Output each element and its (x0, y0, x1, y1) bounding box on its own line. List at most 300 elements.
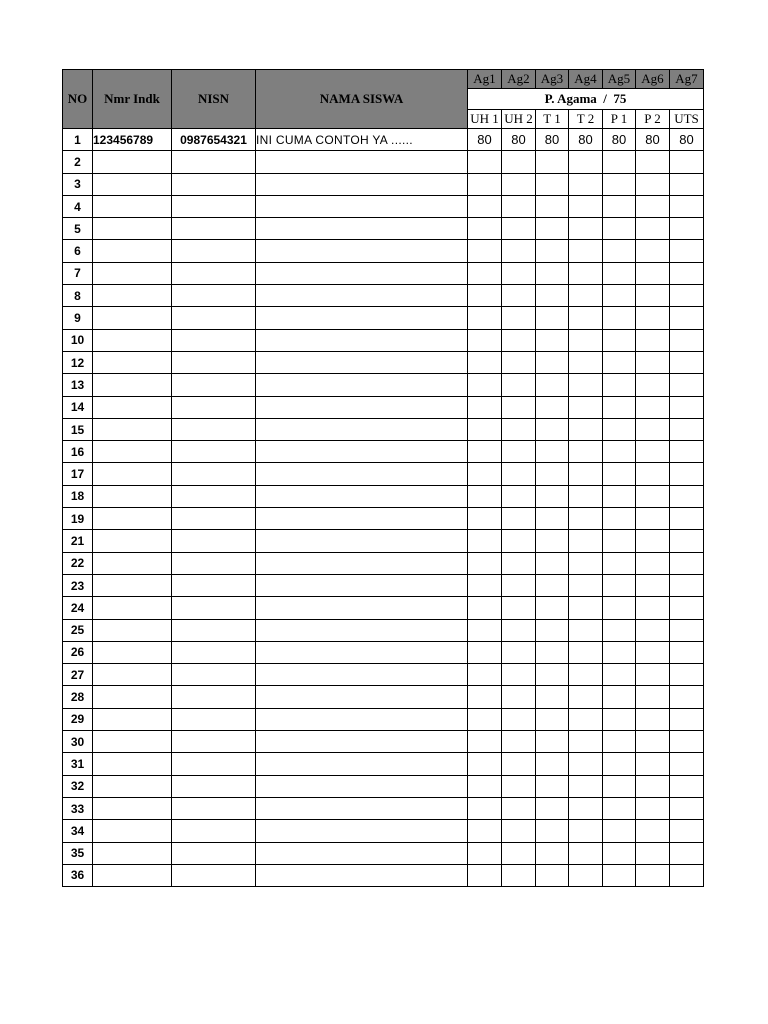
nmr-indk-cell[interactable] (93, 597, 172, 619)
row-number-cell[interactable]: 9 (63, 307, 93, 329)
nisn-cell[interactable] (172, 418, 256, 440)
score-cell[interactable] (636, 820, 670, 842)
score-cell[interactable] (468, 574, 502, 596)
student-name-cell[interactable] (256, 508, 468, 530)
score-cell[interactable] (502, 351, 536, 373)
nmr-indk-cell[interactable] (93, 374, 172, 396)
student-name-cell[interactable] (256, 842, 468, 864)
score-cell[interactable] (468, 329, 502, 351)
score-cell[interactable] (569, 351, 603, 373)
score-cell[interactable] (670, 485, 704, 507)
score-cell[interactable] (670, 797, 704, 819)
score-cell[interactable] (636, 262, 670, 284)
student-name-cell[interactable] (256, 351, 468, 373)
score-cell[interactable]: 80 (536, 129, 569, 151)
row-number-cell[interactable]: 8 (63, 285, 93, 307)
score-cell[interactable] (636, 418, 670, 440)
score-cell[interactable] (670, 329, 704, 351)
score-cell[interactable] (468, 753, 502, 775)
student-name-cell[interactable] (256, 641, 468, 663)
score-cell[interactable] (468, 864, 502, 886)
score-cell[interactable] (536, 218, 569, 240)
score-cell[interactable] (502, 195, 536, 217)
score-cell[interactable] (502, 797, 536, 819)
score-cell[interactable] (636, 864, 670, 886)
nisn-cell[interactable] (172, 485, 256, 507)
student-name-cell[interactable] (256, 240, 468, 262)
student-name-cell[interactable] (256, 731, 468, 753)
row-number-cell[interactable]: 12 (63, 351, 93, 373)
score-cell[interactable] (468, 664, 502, 686)
nmr-indk-cell[interactable] (93, 530, 172, 552)
score-cell[interactable] (502, 641, 536, 663)
score-cell[interactable] (468, 597, 502, 619)
score-cell[interactable] (636, 753, 670, 775)
score-cell[interactable] (468, 351, 502, 373)
score-cell[interactable] (670, 864, 704, 886)
nmr-indk-cell[interactable] (93, 418, 172, 440)
score-cell[interactable] (468, 797, 502, 819)
score-cell[interactable] (603, 329, 636, 351)
student-name-cell[interactable] (256, 619, 468, 641)
score-cell[interactable] (536, 530, 569, 552)
score-cell[interactable] (603, 797, 636, 819)
score-cell[interactable] (468, 731, 502, 753)
nmr-indk-cell[interactable] (93, 508, 172, 530)
nmr-indk-cell[interactable] (93, 619, 172, 641)
nisn-cell[interactable] (172, 285, 256, 307)
score-cell[interactable] (670, 195, 704, 217)
score-cell[interactable] (502, 151, 536, 173)
row-number-cell[interactable]: 34 (63, 820, 93, 842)
score-cell[interactable] (636, 641, 670, 663)
score-cell[interactable] (603, 597, 636, 619)
score-cell[interactable] (603, 151, 636, 173)
score-cell[interactable] (536, 864, 569, 886)
score-cell[interactable] (636, 797, 670, 819)
score-cell[interactable] (502, 508, 536, 530)
nisn-cell[interactable] (172, 641, 256, 663)
score-cell[interactable] (569, 686, 603, 708)
score-cell[interactable] (468, 530, 502, 552)
nmr-indk-cell[interactable] (93, 664, 172, 686)
score-cell[interactable] (670, 463, 704, 485)
nisn-cell[interactable] (172, 173, 256, 195)
score-cell[interactable] (670, 285, 704, 307)
nmr-indk-cell[interactable] (93, 262, 172, 284)
nisn-cell[interactable] (172, 842, 256, 864)
nisn-cell[interactable] (172, 530, 256, 552)
score-cell[interactable] (636, 552, 670, 574)
row-number-cell[interactable]: 29 (63, 708, 93, 730)
score-cell[interactable] (603, 842, 636, 864)
nisn-cell[interactable] (172, 374, 256, 396)
score-cell[interactable] (569, 574, 603, 596)
score-cell[interactable] (670, 775, 704, 797)
score-cell[interactable] (603, 664, 636, 686)
score-cell[interactable] (536, 485, 569, 507)
score-cell[interactable] (468, 418, 502, 440)
student-name-cell[interactable] (256, 552, 468, 574)
nmr-indk-cell[interactable] (93, 574, 172, 596)
score-cell[interactable]: 80 (636, 129, 670, 151)
score-cell[interactable] (468, 240, 502, 262)
score-cell[interactable] (502, 374, 536, 396)
nisn-cell[interactable] (172, 820, 256, 842)
score-cell[interactable] (670, 753, 704, 775)
score-cell[interactable] (670, 374, 704, 396)
score-cell[interactable] (670, 351, 704, 373)
score-cell[interactable] (468, 775, 502, 797)
score-cell[interactable] (603, 396, 636, 418)
score-cell[interactable] (636, 664, 670, 686)
score-cell[interactable] (670, 708, 704, 730)
score-cell[interactable] (636, 218, 670, 240)
row-number-cell[interactable]: 5 (63, 218, 93, 240)
nmr-indk-cell[interactable] (93, 552, 172, 574)
nisn-cell[interactable] (172, 597, 256, 619)
nisn-cell[interactable] (172, 686, 256, 708)
row-number-cell[interactable]: 23 (63, 574, 93, 596)
student-name-cell[interactable] (256, 753, 468, 775)
row-number-cell[interactable]: 36 (63, 864, 93, 886)
student-name-cell[interactable] (256, 797, 468, 819)
student-name-cell[interactable] (256, 329, 468, 351)
score-cell[interactable] (603, 708, 636, 730)
student-name-cell[interactable] (256, 708, 468, 730)
score-cell[interactable] (636, 195, 670, 217)
row-number-cell[interactable]: 6 (63, 240, 93, 262)
score-cell[interactable] (468, 441, 502, 463)
score-cell[interactable] (636, 285, 670, 307)
score-cell[interactable] (636, 619, 670, 641)
row-number-cell[interactable]: 25 (63, 619, 93, 641)
nmr-indk-cell[interactable] (93, 485, 172, 507)
score-cell[interactable] (502, 530, 536, 552)
score-cell[interactable] (636, 775, 670, 797)
score-cell[interactable] (569, 262, 603, 284)
score-cell[interactable] (502, 418, 536, 440)
student-name-cell[interactable] (256, 151, 468, 173)
score-cell[interactable] (536, 775, 569, 797)
row-number-cell[interactable]: 35 (63, 842, 93, 864)
score-cell[interactable] (636, 530, 670, 552)
score-cell[interactable] (502, 775, 536, 797)
nmr-indk-cell[interactable] (93, 240, 172, 262)
score-cell[interactable] (569, 173, 603, 195)
score-cell[interactable] (603, 686, 636, 708)
score-cell[interactable] (670, 218, 704, 240)
score-cell[interactable] (502, 842, 536, 864)
score-cell[interactable] (603, 508, 636, 530)
nmr-indk-cell[interactable] (93, 731, 172, 753)
score-cell[interactable] (536, 173, 569, 195)
student-name-cell[interactable] (256, 396, 468, 418)
score-cell[interactable] (636, 329, 670, 351)
score-cell[interactable] (468, 686, 502, 708)
score-cell[interactable] (502, 307, 536, 329)
score-cell[interactable] (468, 552, 502, 574)
nisn-cell[interactable]: 0987654321 (172, 129, 256, 151)
score-cell[interactable] (670, 574, 704, 596)
score-cell[interactable]: 80 (569, 129, 603, 151)
score-cell[interactable] (569, 195, 603, 217)
score-cell[interactable] (468, 463, 502, 485)
row-number-cell[interactable]: 4 (63, 195, 93, 217)
score-cell[interactable] (502, 597, 536, 619)
score-cell[interactable] (502, 753, 536, 775)
score-cell[interactable] (569, 664, 603, 686)
score-cell[interactable] (569, 731, 603, 753)
score-cell[interactable] (569, 530, 603, 552)
score-cell[interactable] (536, 463, 569, 485)
score-cell[interactable] (536, 686, 569, 708)
score-cell[interactable] (569, 708, 603, 730)
score-cell[interactable] (536, 820, 569, 842)
score-cell[interactable] (603, 218, 636, 240)
score-cell[interactable] (468, 307, 502, 329)
score-cell[interactable] (536, 619, 569, 641)
score-cell[interactable] (670, 552, 704, 574)
nisn-cell[interactable] (172, 619, 256, 641)
row-number-cell[interactable]: 3 (63, 173, 93, 195)
score-cell[interactable] (603, 173, 636, 195)
score-cell[interactable] (569, 508, 603, 530)
nisn-cell[interactable] (172, 552, 256, 574)
score-cell[interactable] (636, 396, 670, 418)
score-cell[interactable] (536, 285, 569, 307)
nisn-cell[interactable] (172, 731, 256, 753)
row-number-cell[interactable]: 14 (63, 396, 93, 418)
score-cell[interactable] (670, 842, 704, 864)
score-cell[interactable] (468, 218, 502, 240)
score-cell[interactable] (670, 820, 704, 842)
score-cell[interactable] (636, 441, 670, 463)
score-cell[interactable] (536, 574, 569, 596)
score-cell[interactable] (536, 151, 569, 173)
row-number-cell[interactable]: 31 (63, 753, 93, 775)
student-name-cell[interactable] (256, 775, 468, 797)
nmr-indk-cell[interactable] (93, 864, 172, 886)
score-cell[interactable] (536, 351, 569, 373)
student-name-cell[interactable] (256, 374, 468, 396)
nmr-indk-cell[interactable] (93, 351, 172, 373)
score-cell[interactable] (603, 195, 636, 217)
score-cell[interactable] (636, 151, 670, 173)
nisn-cell[interactable] (172, 218, 256, 240)
score-cell[interactable] (536, 329, 569, 351)
score-cell[interactable] (502, 664, 536, 686)
student-name-cell[interactable] (256, 864, 468, 886)
row-number-cell[interactable]: 21 (63, 530, 93, 552)
score-cell[interactable] (536, 262, 569, 284)
score-cell[interactable] (569, 485, 603, 507)
score-cell[interactable] (536, 797, 569, 819)
score-cell[interactable] (636, 708, 670, 730)
row-number-cell[interactable]: 13 (63, 374, 93, 396)
score-cell[interactable] (569, 396, 603, 418)
nisn-cell[interactable] (172, 574, 256, 596)
score-cell[interactable] (502, 441, 536, 463)
score-cell[interactable] (536, 307, 569, 329)
score-cell[interactable] (670, 686, 704, 708)
score-cell[interactable] (468, 820, 502, 842)
score-cell[interactable] (636, 574, 670, 596)
nisn-cell[interactable] (172, 240, 256, 262)
score-cell[interactable] (636, 173, 670, 195)
score-cell[interactable] (636, 842, 670, 864)
nisn-cell[interactable] (172, 864, 256, 886)
nmr-indk-cell[interactable] (93, 686, 172, 708)
student-name-cell[interactable] (256, 262, 468, 284)
score-cell[interactable] (670, 307, 704, 329)
score-cell[interactable] (502, 552, 536, 574)
score-cell[interactable] (502, 173, 536, 195)
score-cell[interactable] (670, 597, 704, 619)
score-cell[interactable] (536, 842, 569, 864)
row-number-cell[interactable]: 30 (63, 731, 93, 753)
score-cell[interactable] (569, 441, 603, 463)
score-cell[interactable] (603, 240, 636, 262)
score-cell[interactable] (670, 641, 704, 663)
score-cell[interactable] (536, 641, 569, 663)
score-cell[interactable] (569, 775, 603, 797)
score-cell[interactable] (468, 262, 502, 284)
row-number-cell[interactable]: 18 (63, 485, 93, 507)
nmr-indk-cell[interactable] (93, 396, 172, 418)
score-cell[interactable] (603, 775, 636, 797)
score-cell[interactable] (670, 530, 704, 552)
score-cell[interactable] (603, 552, 636, 574)
nmr-indk-cell[interactable] (93, 307, 172, 329)
nmr-indk-cell[interactable] (93, 195, 172, 217)
score-cell[interactable] (636, 485, 670, 507)
score-cell[interactable] (569, 240, 603, 262)
nisn-cell[interactable] (172, 329, 256, 351)
score-cell[interactable] (536, 195, 569, 217)
score-cell[interactable] (636, 240, 670, 262)
score-cell[interactable] (468, 708, 502, 730)
score-cell[interactable] (636, 508, 670, 530)
score-cell[interactable] (502, 485, 536, 507)
score-cell[interactable] (468, 485, 502, 507)
nmr-indk-cell[interactable] (93, 218, 172, 240)
student-name-cell[interactable] (256, 441, 468, 463)
nisn-cell[interactable] (172, 351, 256, 373)
score-cell[interactable] (636, 597, 670, 619)
student-name-cell[interactable] (256, 485, 468, 507)
student-name-cell[interactable] (256, 173, 468, 195)
score-cell[interactable] (569, 463, 603, 485)
nmr-indk-cell[interactable] (93, 173, 172, 195)
score-cell[interactable] (636, 731, 670, 753)
score-cell[interactable]: 80 (603, 129, 636, 151)
nmr-indk-cell[interactable] (93, 797, 172, 819)
score-cell[interactable] (603, 530, 636, 552)
score-cell[interactable] (670, 151, 704, 173)
student-name-cell[interactable] (256, 307, 468, 329)
nisn-cell[interactable] (172, 307, 256, 329)
score-cell[interactable] (569, 151, 603, 173)
student-name-cell[interactable] (256, 686, 468, 708)
score-cell[interactable] (468, 151, 502, 173)
score-cell[interactable] (468, 173, 502, 195)
score-cell[interactable] (502, 574, 536, 596)
nmr-indk-cell[interactable] (93, 441, 172, 463)
score-cell[interactable] (502, 820, 536, 842)
score-cell[interactable] (569, 307, 603, 329)
nmr-indk-cell[interactable] (93, 151, 172, 173)
score-cell[interactable] (502, 396, 536, 418)
nmr-indk-cell[interactable]: 123456789 (93, 129, 172, 151)
score-cell[interactable] (569, 218, 603, 240)
score-cell[interactable] (569, 842, 603, 864)
student-name-cell[interactable] (256, 820, 468, 842)
score-cell[interactable] (468, 842, 502, 864)
score-cell[interactable] (670, 664, 704, 686)
score-cell[interactable] (636, 374, 670, 396)
student-name-cell[interactable] (256, 574, 468, 596)
nisn-cell[interactable] (172, 262, 256, 284)
score-cell[interactable] (536, 597, 569, 619)
nisn-cell[interactable] (172, 753, 256, 775)
score-cell[interactable] (603, 418, 636, 440)
score-cell[interactable] (569, 753, 603, 775)
row-number-cell[interactable]: 32 (63, 775, 93, 797)
score-cell[interactable] (502, 864, 536, 886)
score-cell[interactable] (569, 797, 603, 819)
score-cell[interactable] (468, 374, 502, 396)
score-cell[interactable] (603, 731, 636, 753)
score-cell[interactable] (536, 552, 569, 574)
nmr-indk-cell[interactable] (93, 329, 172, 351)
row-number-cell[interactable]: 26 (63, 641, 93, 663)
nmr-indk-cell[interactable] (93, 463, 172, 485)
score-cell[interactable] (636, 351, 670, 373)
student-name-cell[interactable] (256, 218, 468, 240)
student-name-cell[interactable] (256, 530, 468, 552)
student-name-cell[interactable]: INI CUMA CONTOH YA ...... (256, 129, 468, 151)
score-cell[interactable] (502, 329, 536, 351)
score-cell[interactable] (670, 619, 704, 641)
nmr-indk-cell[interactable] (93, 775, 172, 797)
score-cell[interactable] (536, 508, 569, 530)
score-cell[interactable] (502, 731, 536, 753)
score-cell[interactable] (603, 262, 636, 284)
nisn-cell[interactable] (172, 151, 256, 173)
score-cell[interactable] (603, 307, 636, 329)
score-cell[interactable] (502, 218, 536, 240)
score-cell[interactable] (569, 374, 603, 396)
score-cell[interactable]: 80 (468, 129, 502, 151)
score-cell[interactable] (502, 708, 536, 730)
score-cell[interactable] (468, 285, 502, 307)
student-name-cell[interactable] (256, 285, 468, 307)
score-cell[interactable] (603, 619, 636, 641)
nmr-indk-cell[interactable] (93, 641, 172, 663)
score-cell[interactable] (569, 641, 603, 663)
score-cell[interactable] (603, 485, 636, 507)
score-cell[interactable] (636, 307, 670, 329)
nisn-cell[interactable] (172, 664, 256, 686)
score-cell[interactable] (502, 463, 536, 485)
row-number-cell[interactable]: 24 (63, 597, 93, 619)
student-name-cell[interactable] (256, 463, 468, 485)
student-name-cell[interactable] (256, 664, 468, 686)
nisn-cell[interactable] (172, 508, 256, 530)
nisn-cell[interactable] (172, 797, 256, 819)
score-cell[interactable]: 80 (670, 129, 704, 151)
